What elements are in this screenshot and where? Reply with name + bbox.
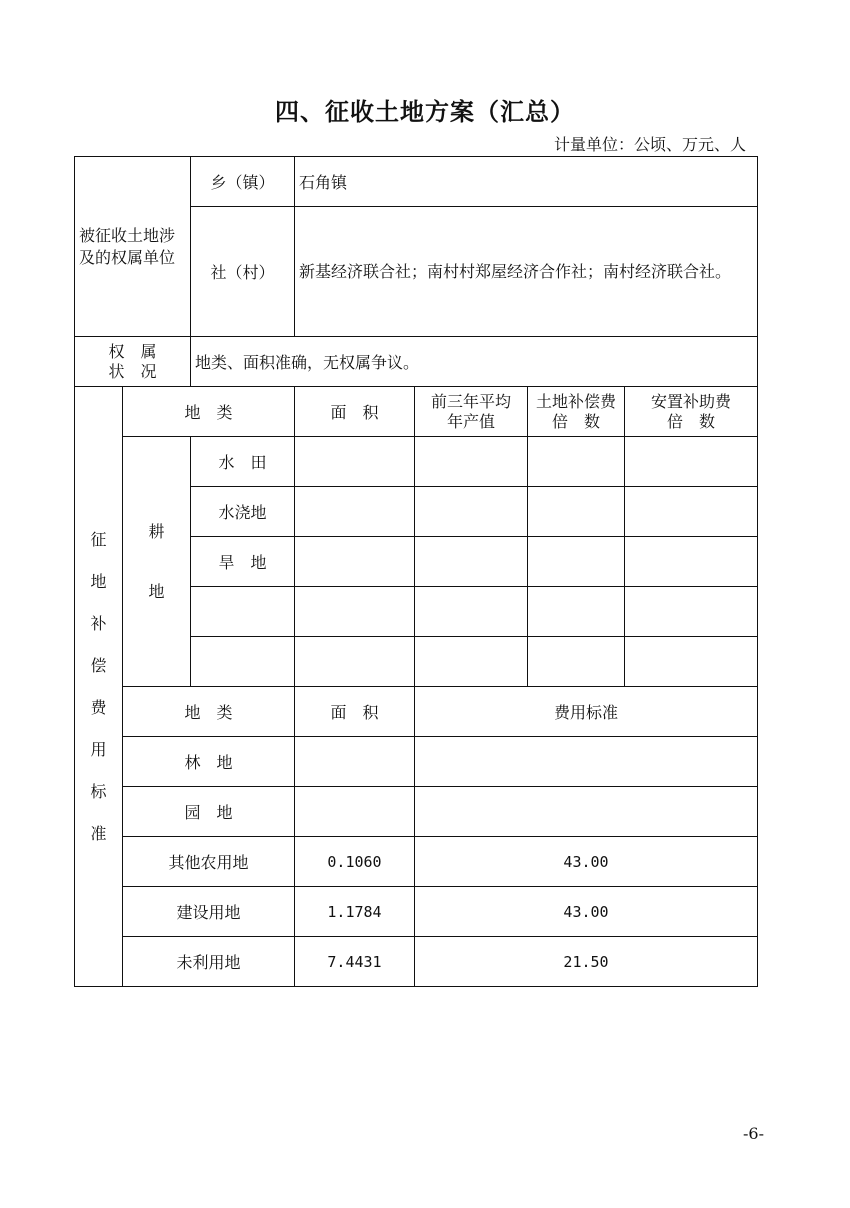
cultivated-resettle (625, 537, 758, 587)
land-acquisition-table (74, 156, 758, 987)
cultivated-type (191, 587, 295, 637)
land-type-cell: 园 地 (123, 787, 295, 837)
cultivated-land-comp (528, 587, 625, 637)
land-type-cell: 林 地 (123, 737, 295, 787)
table-row (75, 787, 758, 837)
cultivated-type: 水浇地 (191, 487, 295, 537)
cultivated-land-comp (528, 537, 625, 587)
status-label: 权 属 状 况 (75, 337, 191, 387)
cultivated-area (295, 487, 415, 537)
cultivated-land-comp (528, 487, 625, 537)
table-row (75, 837, 758, 887)
header-avg-output: 前三年平均 年产值 (415, 387, 528, 437)
standard-cell: 21.50 (415, 937, 758, 987)
cultivated-avg (415, 637, 528, 687)
header2-land-type: 地 类 (123, 687, 295, 737)
village-label: 社（村） (191, 207, 295, 337)
area-cell (295, 737, 415, 787)
cultivated-resettle (625, 437, 758, 487)
cultivated-type (191, 637, 295, 687)
cultivated-land-comp (528, 437, 625, 487)
cultivated-type: 旱 地 (191, 537, 295, 587)
table-row (75, 737, 758, 787)
cultivated-area (295, 587, 415, 637)
cultivated-avg (415, 537, 528, 587)
village-value: 新基经济联合社；南村村郑屋经济合作社；南村经济联合社。 (295, 207, 758, 337)
area-cell (295, 787, 415, 837)
land-type-cell: 其他农用地 (123, 837, 295, 887)
unit-note: 计量单位：公顷、万元、人 (553, 135, 746, 154)
area-cell: 7.4431 (295, 937, 415, 987)
header-land-type: 地 类 (123, 387, 295, 437)
table-row (75, 937, 758, 987)
header-land-compensation: 土地补偿费 倍 数 (528, 387, 625, 437)
standard-cell (415, 787, 758, 837)
header-area: 面 积 (295, 387, 415, 437)
compensation-section-label: 征地补偿费用标准 (75, 387, 123, 987)
standard-cell (415, 737, 758, 787)
area-cell: 1.1784 (295, 887, 415, 937)
standard-cell: 43.00 (415, 837, 758, 887)
cultivated-avg (415, 587, 528, 637)
cultivated-resettle (625, 637, 758, 687)
cultivated-area (295, 637, 415, 687)
header2-standard: 费用标准 (415, 687, 758, 737)
land-type-cell: 未利用地 (123, 937, 295, 987)
cultivated-label: 耕地 (123, 437, 191, 687)
cultivated-area (295, 537, 415, 587)
standard-cell: 43.00 (415, 887, 758, 937)
area-cell: 0.1060 (295, 837, 415, 887)
cultivated-land-comp (528, 637, 625, 687)
town-value: 石角镇 (295, 157, 758, 207)
table-row (75, 437, 758, 487)
cultivated-resettle (625, 587, 758, 637)
town-label: 乡（镇） (191, 157, 295, 207)
cultivated-resettle (625, 487, 758, 537)
status-value: 地类、面积准确，无权属争议。 (191, 337, 758, 387)
cultivated-type: 水 田 (191, 437, 295, 487)
cultivated-avg (415, 437, 528, 487)
cultivated-avg (415, 487, 528, 537)
document-title: 四、征收土地方案（汇总） (275, 98, 575, 126)
land-type-cell: 建设用地 (123, 887, 295, 937)
header-resettlement: 安置补助费 倍 数 (625, 387, 758, 437)
header2-area: 面 积 (295, 687, 415, 737)
table-row (75, 887, 758, 937)
cultivated-area (295, 437, 415, 487)
page-number: -6- (743, 1124, 764, 1143)
ownership-section-label: 被征收土地涉及的权属单位 (75, 157, 191, 337)
